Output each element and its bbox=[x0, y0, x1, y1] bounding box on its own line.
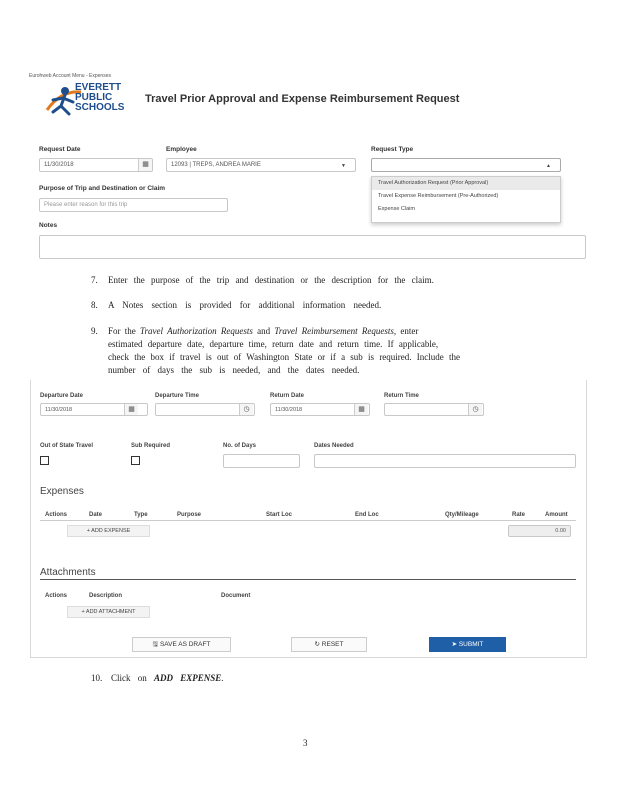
chevron-down-icon: ▼ bbox=[341, 163, 346, 169]
chevron-up-icon: ▲ bbox=[546, 163, 551, 169]
step-9-em2: Travel Reimbursement Requests bbox=[274, 326, 394, 336]
add-attachment-button[interactable]: + ADD ATTACHMENT bbox=[67, 606, 150, 618]
departure-date-value: 11/30/2018 bbox=[45, 407, 73, 413]
request-date-value: 11/30/2018 bbox=[44, 162, 74, 168]
step-10-pre: Click on bbox=[111, 673, 154, 683]
request-type-label: Request Type bbox=[371, 146, 414, 153]
table-header-divider bbox=[40, 520, 576, 521]
calendar-icon[interactable]: ▦ bbox=[124, 404, 138, 415]
request-date-input[interactable] bbox=[39, 158, 153, 172]
page-number: 3 bbox=[303, 738, 308, 748]
logo-text bbox=[75, 83, 124, 113]
column-header: Start Loc bbox=[266, 512, 293, 518]
notes-textarea[interactable] bbox=[39, 235, 586, 259]
expense-total bbox=[508, 525, 571, 537]
sub-required-checkbox[interactable] bbox=[131, 456, 140, 465]
departure-date-label: Departure Date bbox=[40, 393, 84, 399]
step-10-post: . bbox=[221, 673, 224, 683]
step-9-post: , enter bbox=[393, 326, 419, 336]
column-header: Actions bbox=[45, 593, 68, 599]
reset-label: RESET bbox=[321, 641, 344, 648]
calendar-icon[interactable]: ▦ bbox=[354, 404, 368, 415]
request-type-option[interactable]: Travel Expense Reimbursement (Pre-Authorized) bbox=[378, 193, 499, 199]
reset-button[interactable] bbox=[291, 637, 367, 652]
expenses-heading: Expenses bbox=[40, 486, 84, 497]
travel-details-form-screenshot bbox=[30, 380, 587, 658]
request-type-select[interactable] bbox=[371, 158, 561, 172]
clock-icon[interactable]: ◷ bbox=[239, 404, 253, 415]
purpose-label: Purpose of Trip and Destination or Claim bbox=[39, 185, 166, 192]
submit-button[interactable] bbox=[429, 637, 506, 652]
submit-label: SUBMIT bbox=[458, 641, 484, 648]
purpose-input[interactable] bbox=[39, 198, 228, 212]
column-header: Document bbox=[221, 593, 251, 599]
column-header: Description bbox=[89, 593, 123, 599]
step-8-text: A Notes section is provided for additional information needed. bbox=[108, 300, 382, 310]
step-9-em1: Travel Authorization Requests bbox=[140, 326, 253, 336]
step-9-pre: For the bbox=[108, 326, 140, 336]
departure-time-label: Departure Time bbox=[155, 393, 199, 399]
column-header: Actions bbox=[45, 512, 68, 518]
logo-line-3: SCHOOLS bbox=[75, 102, 125, 113]
page-title: Travel Prior Approval and Expense Reimbursement Request bbox=[145, 93, 460, 105]
request-type-option[interactable]: Expense Claim bbox=[378, 206, 415, 212]
return-date-value: 11/30/2018 bbox=[275, 407, 303, 413]
dates-needed-label: Dates Needed bbox=[314, 443, 354, 449]
request-date-label: Request Date bbox=[39, 146, 81, 153]
save-icon: 🖫 bbox=[152, 641, 160, 648]
column-header: Amount bbox=[545, 512, 568, 518]
return-time-label: Return Time bbox=[384, 393, 419, 399]
num-days-input[interactable] bbox=[223, 454, 300, 468]
column-header: Rate bbox=[512, 512, 526, 518]
employee-label: Employee bbox=[166, 146, 197, 153]
attachments-heading: Attachments bbox=[40, 567, 96, 578]
num-days-label: No. of Days bbox=[223, 443, 257, 449]
save-as-draft-button[interactable] bbox=[132, 637, 231, 652]
return-date-label: Return Date bbox=[270, 393, 305, 399]
step-9-line-4: number of days the sub is needed, and the dates needed. bbox=[108, 365, 360, 375]
travel-request-form-screenshot bbox=[28, 72, 592, 267]
purpose-placeholder: Please enter reason for this trip bbox=[44, 202, 128, 208]
column-header: Type bbox=[134, 512, 148, 518]
step-8-number: 8. bbox=[91, 300, 98, 310]
column-header: End Loc bbox=[355, 512, 379, 518]
dates-needed-input[interactable] bbox=[314, 454, 576, 468]
step-9-line-3: check the box if travel is out of Washington State or if a sub is required. Include the bbox=[108, 352, 461, 362]
step-9-mid: and bbox=[252, 326, 275, 336]
send-icon: ➤ bbox=[451, 641, 459, 648]
column-header: Qty/Mileage bbox=[445, 512, 479, 518]
expense-total-value: 0.00 bbox=[555, 528, 566, 534]
column-header: Date bbox=[89, 512, 103, 518]
request-type-option[interactable]: Travel Authorization Request (Prior Approval) bbox=[372, 177, 560, 190]
request-type-dropdown bbox=[371, 176, 561, 223]
step-10-number: 10. bbox=[91, 673, 103, 683]
out-of-state-checkbox[interactable] bbox=[40, 456, 49, 465]
step-9-number: 9. bbox=[91, 326, 98, 336]
clock-icon[interactable]: ◷ bbox=[468, 404, 482, 415]
notes-label: Notes bbox=[39, 222, 58, 229]
logo-line-1: EVERETT bbox=[75, 82, 122, 93]
calendar-icon[interactable]: ▦ bbox=[138, 159, 152, 171]
step-7-number: 7. bbox=[91, 275, 98, 285]
step-7-text: Enter the purpose of the trip and destination or the description for the claim. bbox=[108, 275, 434, 285]
step-10-text bbox=[111, 673, 224, 683]
column-header: Purpose bbox=[177, 512, 202, 518]
logo-line-2: PUBLIC bbox=[75, 92, 113, 103]
employee-select[interactable] bbox=[166, 158, 356, 172]
step-9-line-1 bbox=[108, 326, 418, 336]
step-9-line-2: estimated departure date, departure time, return date and return time. If applicable, bbox=[108, 339, 439, 349]
sub-required-label: Sub Required bbox=[131, 443, 171, 449]
breadcrumb: Eurohweb Account Menu - Expenses bbox=[29, 73, 111, 79]
out-of-state-label: Out of State Travel bbox=[40, 443, 94, 449]
employee-value: 12093 | TREPS, ANDREA MARIE bbox=[171, 162, 261, 168]
step-10-em: ADD EXPENSE bbox=[154, 673, 222, 683]
add-expense-button[interactable]: + ADD EXPENSE bbox=[67, 525, 150, 537]
attachments-divider bbox=[40, 579, 576, 580]
save-label: SAVE AS DRAFT bbox=[159, 641, 211, 648]
refresh-icon: ↻ bbox=[314, 641, 322, 648]
